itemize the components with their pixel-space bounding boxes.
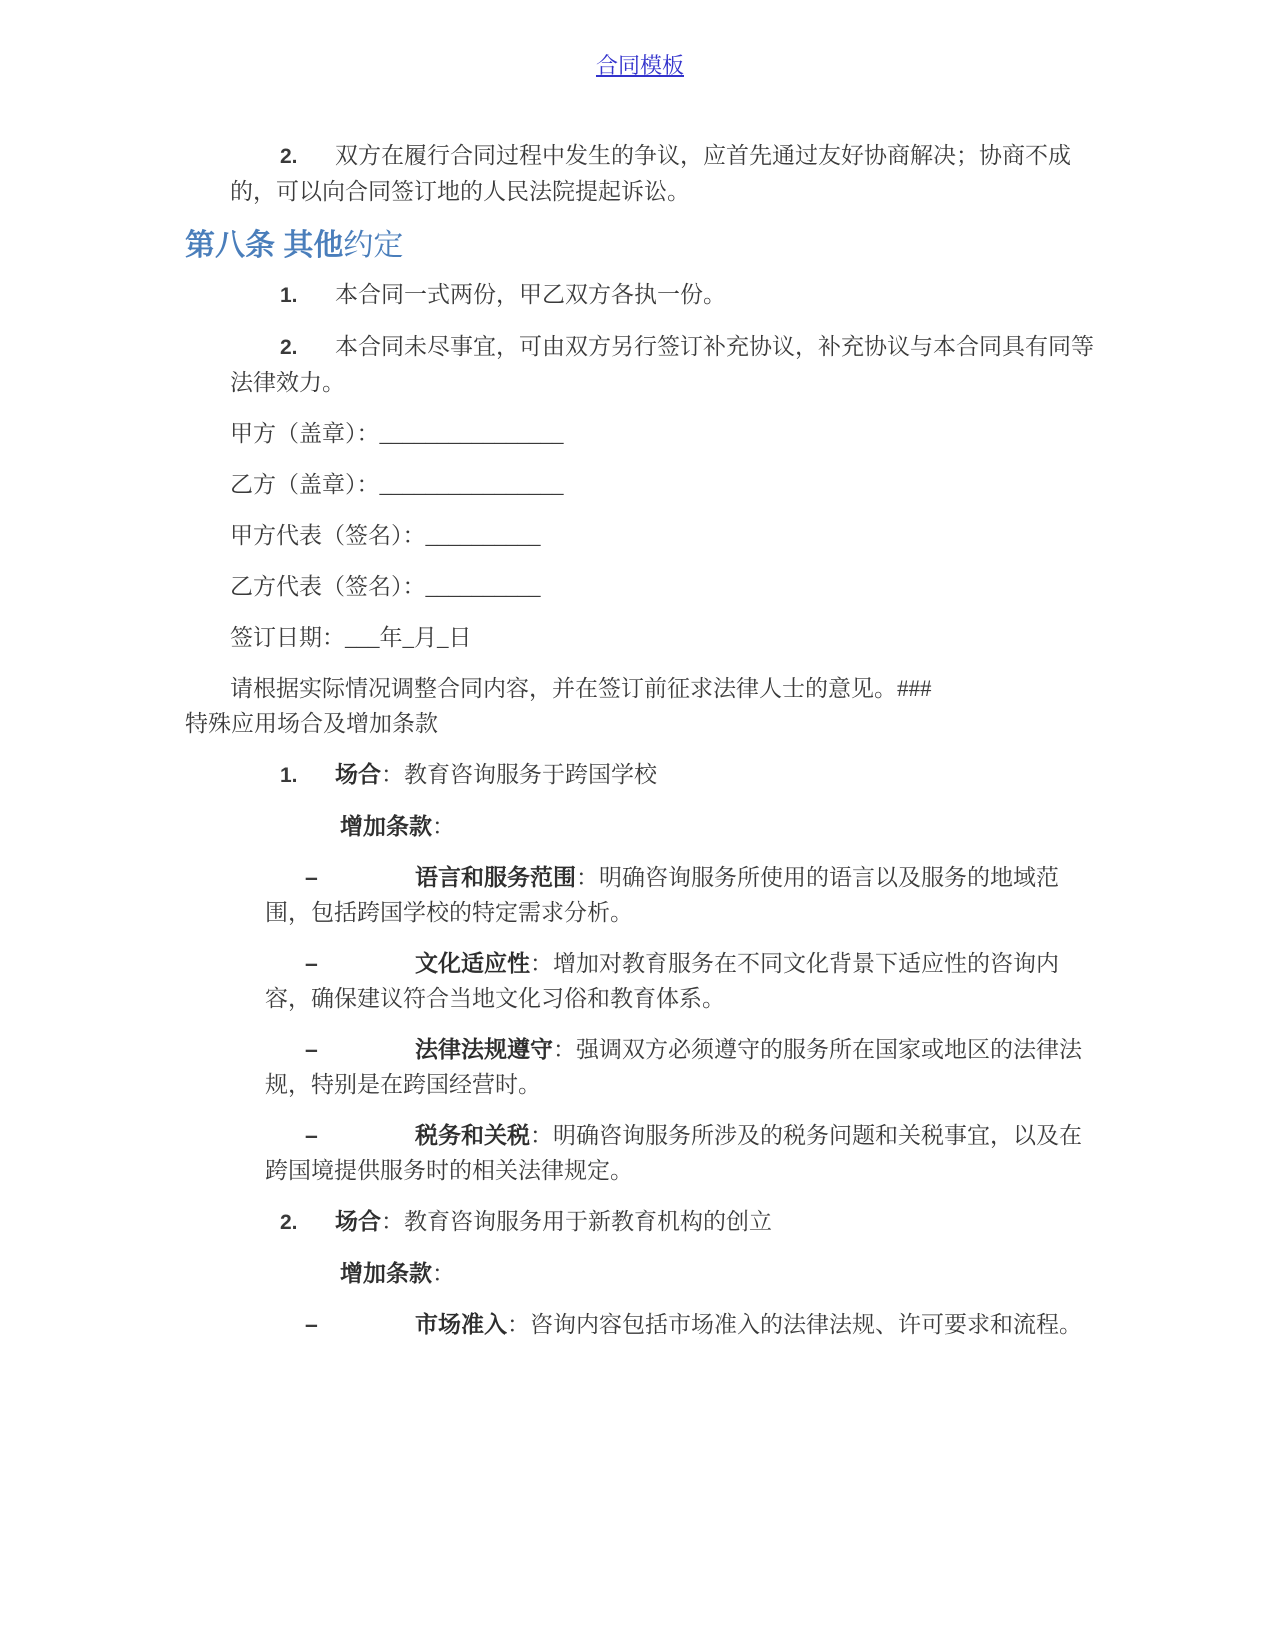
section-item-text: 本合同未尽事宜，可由双方另行签订补充协议，补充协议与本合同具有同等法律效力。 bbox=[230, 334, 1094, 395]
legal-advice-note bbox=[185, 671, 1095, 741]
clause-label: 文化适应性 bbox=[415, 950, 530, 976]
clause-label: 税务和关税 bbox=[415, 1122, 530, 1148]
clause-tax-tariff bbox=[265, 1118, 1095, 1188]
list-number: 2. bbox=[280, 145, 298, 168]
clause-label: 语言和服务范围 bbox=[415, 864, 576, 890]
clause-cultural-adaptability bbox=[265, 946, 1095, 1016]
list-number: 1. bbox=[280, 284, 298, 307]
clause-language-scope bbox=[265, 860, 1095, 930]
sign-date-line: 签订日期：___年_月_日 bbox=[230, 625, 472, 650]
scenario-1-heading bbox=[230, 757, 1095, 793]
clause-text: ：增加对教育服务在不同文化背景下适应性的咨询内容，确保建议符合当地文化习俗和教育体系。 bbox=[265, 951, 1059, 1011]
scenario-desc: ：教育咨询服务于跨国学校 bbox=[381, 762, 657, 787]
note-line1: 请根据实际情况调整合同内容，并在签订前征求法律人士的意见。### bbox=[230, 676, 932, 701]
clause-legal-compliance bbox=[265, 1032, 1095, 1102]
scenario-label: 场合 bbox=[335, 761, 381, 787]
section-item-text: 本合同一式两份，甲乙双方各执一份。 bbox=[335, 282, 726, 307]
scenario-2-clauses-title bbox=[340, 1256, 1095, 1291]
scenario-label: 场合 bbox=[335, 1208, 381, 1234]
list-number: 2. bbox=[280, 1211, 298, 1234]
clause-label: 法律法规遵守 bbox=[415, 1036, 553, 1062]
clause-text: ：强调双方必须遵守的服务所在国家或地区的法律法规，特别是在跨国经营时。 bbox=[265, 1037, 1082, 1097]
scenario-desc: ：教育咨询服务用于新教育机构的创立 bbox=[381, 1209, 772, 1234]
clause-text: ：明确咨询服务所涉及的税务问题和关税事宜，以及在跨国境提供服务时的相关法律规定。 bbox=[265, 1123, 1082, 1183]
document-header bbox=[185, 50, 1095, 82]
party-b-rep-line: 乙方代表（签名）：__________ bbox=[230, 574, 541, 599]
clause-market-access bbox=[265, 1307, 1095, 1342]
dash-bullet: – bbox=[305, 864, 318, 890]
dash-bullet: – bbox=[305, 1311, 318, 1337]
clause-label: 市场准入 bbox=[415, 1311, 507, 1337]
party-a-rep-line: 甲方代表（签名）：__________ bbox=[230, 523, 541, 548]
clauses-title-label: 增加条款 bbox=[340, 1260, 432, 1286]
party-a-seal-line: 甲方（盖章）：________________ bbox=[230, 421, 564, 446]
clauses-title-label: 增加条款 bbox=[340, 813, 432, 839]
scenario-1-clauses-title bbox=[340, 809, 1095, 844]
dispute-clause-text: 双方在履行合同过程中发生的争议，应首先通过友好协商解决；协商不成的，可以向合同签订地的人民法院提起诉讼。 bbox=[230, 143, 1071, 204]
clauses-title-colon: ： bbox=[432, 1261, 455, 1286]
doc-title-link[interactable]: 合同模板 bbox=[595, 53, 684, 78]
list-number: 2. bbox=[280, 336, 298, 359]
section-item-supplement bbox=[230, 329, 1095, 400]
clause-text: ：咨询内容包括市场准入的法律法规、许可要求和流程。 bbox=[507, 1312, 1082, 1337]
dash-bullet: – bbox=[305, 1122, 318, 1148]
party-b-seal-line: 乙方（盖章）：________________ bbox=[230, 472, 564, 497]
note-line2: 特殊应用场合及增加条款 bbox=[185, 711, 438, 736]
dash-bullet: – bbox=[305, 950, 318, 976]
clauses-title-colon: ： bbox=[432, 814, 455, 839]
dash-bullet: – bbox=[305, 1036, 318, 1062]
dispute-clause bbox=[230, 138, 1095, 209]
scenario-2-heading bbox=[230, 1204, 1095, 1240]
section-heading bbox=[185, 225, 1095, 267]
list-number: 1. bbox=[280, 764, 298, 787]
section-item-copies bbox=[230, 277, 1095, 313]
section-heading-strong: 第八条 其他 bbox=[185, 229, 344, 262]
section-heading-rest: 约定 bbox=[343, 229, 404, 262]
clause-text: ：明确咨询服务所使用的语言以及服务的地域范围，包括跨国学校的特定需求分析。 bbox=[265, 865, 1059, 925]
